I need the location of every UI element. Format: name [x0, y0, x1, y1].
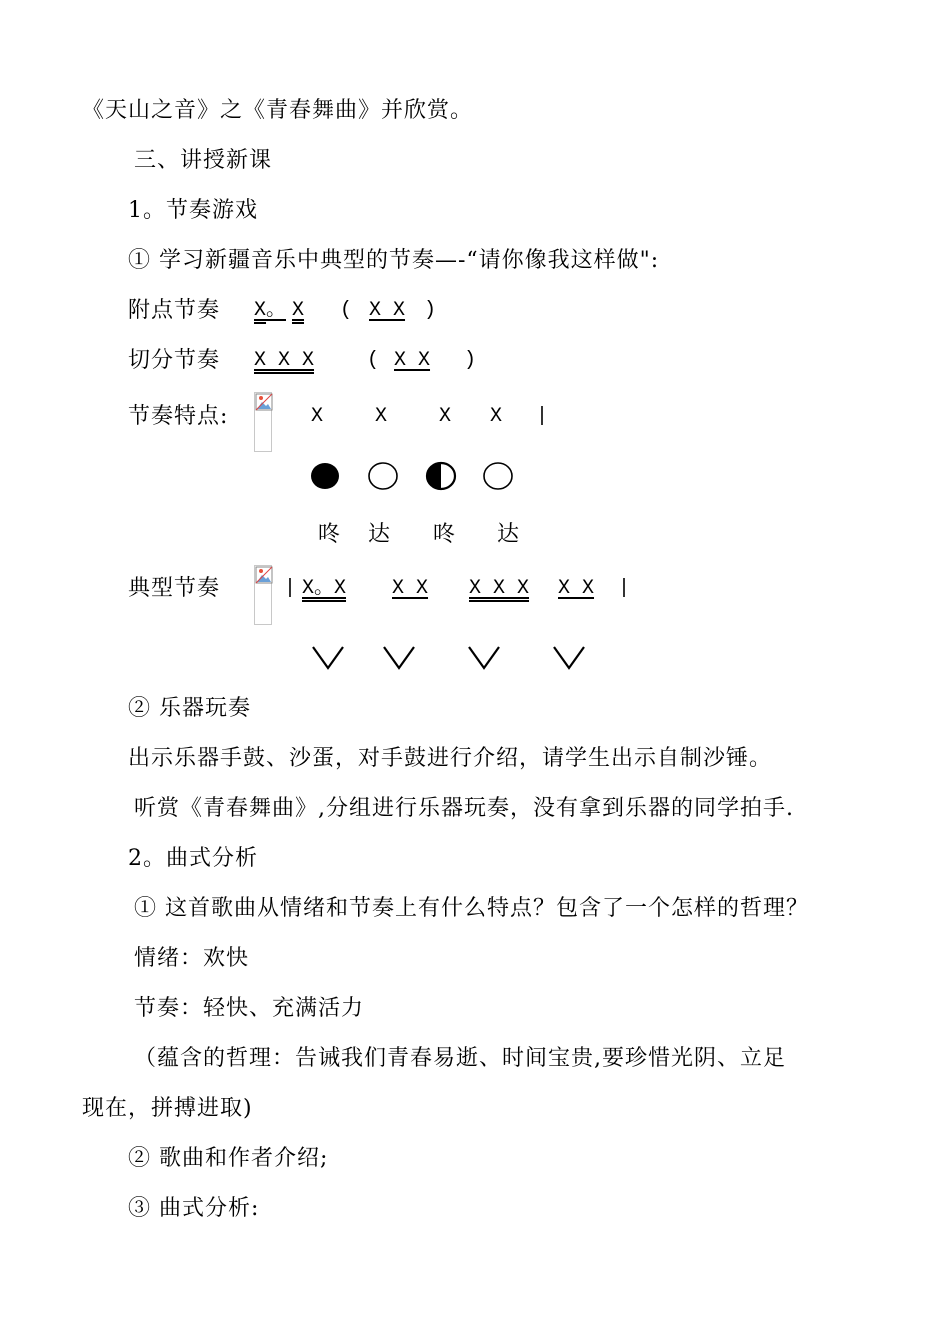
paren-close: ) [424, 299, 437, 322]
section-heading: 三、讲授新课 [134, 148, 273, 173]
typical-group-dotted: X。X [302, 577, 347, 600]
weak-beat-circle-icon [482, 461, 514, 491]
syncopation-compare: X X [394, 349, 431, 372]
syllable-da: 达 [368, 522, 392, 547]
syllable-dong: 咚 [318, 522, 342, 547]
dotted-note-a: X [254, 299, 267, 322]
text-line: （蕴含的哲理：告诫我们青春易逝、时间宝贵,要珍惜光阴、立足 [134, 1046, 786, 1071]
typical-group-eighths: X X [392, 577, 429, 600]
text-line: 听赏《青春舞曲》,分组进行乐器玩奏，没有拿到乐器的同学拍手. [134, 796, 794, 821]
broken-image-icon [254, 392, 272, 452]
paren-open: ( [340, 299, 353, 322]
beat-3: X [439, 405, 452, 428]
beat-v-mark-icon [312, 646, 344, 670]
text-line: ③ 曲式分析: [128, 1196, 260, 1221]
bar-line: | [284, 577, 297, 600]
text-line: ② 歌曲和作者介绍; [128, 1146, 329, 1171]
text-line: ① 这首歌曲从情绪和节奏上有什么特点？包含了一个怎样的哲理？ [134, 896, 809, 921]
subsection-heading: 1。节奏游戏 [128, 198, 258, 223]
beat-v-mark-icon [553, 646, 585, 670]
syncopation-notes: X X X [254, 349, 315, 372]
dotted-compare: X X [369, 299, 406, 322]
bar-line: | [536, 405, 549, 428]
beat-v-mark-icon [383, 646, 415, 670]
weak-beat-circle-icon [367, 461, 399, 491]
text-line: ① 学习新疆音乐中典型的节奏—-“请你像我这样做": [128, 248, 660, 273]
bar-line: | [618, 577, 631, 600]
text-line: 节奏：轻快、充满活力 [134, 996, 365, 1021]
text-line: 《天山之音》之《青春舞曲》并欣赏。 [82, 98, 474, 123]
beat-2: X [375, 405, 388, 428]
broken-image-icon [254, 565, 272, 625]
dotted-note-b: X [292, 299, 305, 322]
text-line: 现在，拼搏进取) [82, 1096, 253, 1121]
label-rhythm-feature: 节奏特点: [128, 404, 229, 429]
typical-group-syncopation: X X X [469, 577, 530, 600]
label-syncopation: 切分节奏 [128, 348, 221, 373]
label-typical-rhythm: 典型节奏 [128, 576, 221, 601]
text-line: 出示乐器手鼓、沙蛋，对手鼓进行介绍，请学生出示自制沙锤。 [128, 746, 773, 771]
paren-close: ) [464, 349, 477, 372]
text-line: ② 乐器玩奏 [128, 696, 251, 721]
syllable-da: 达 [497, 522, 521, 547]
beat-1: X [311, 405, 324, 428]
text-line: 情绪：欢快 [134, 946, 250, 971]
strong-beat-circle-icon [309, 461, 341, 491]
medium-beat-circle-icon [425, 461, 457, 491]
label-dotted-rhythm: 附点节奏 [128, 298, 221, 323]
subsection-heading: 2。曲式分析 [128, 846, 258, 871]
beat-4: X [490, 405, 503, 428]
beat-v-mark-icon [468, 646, 500, 670]
typical-group-eighths: X X [558, 577, 595, 600]
dotted-dot: 。 [266, 299, 286, 322]
syllable-dong: 咚 [433, 522, 457, 547]
paren-open: ( [367, 349, 380, 372]
